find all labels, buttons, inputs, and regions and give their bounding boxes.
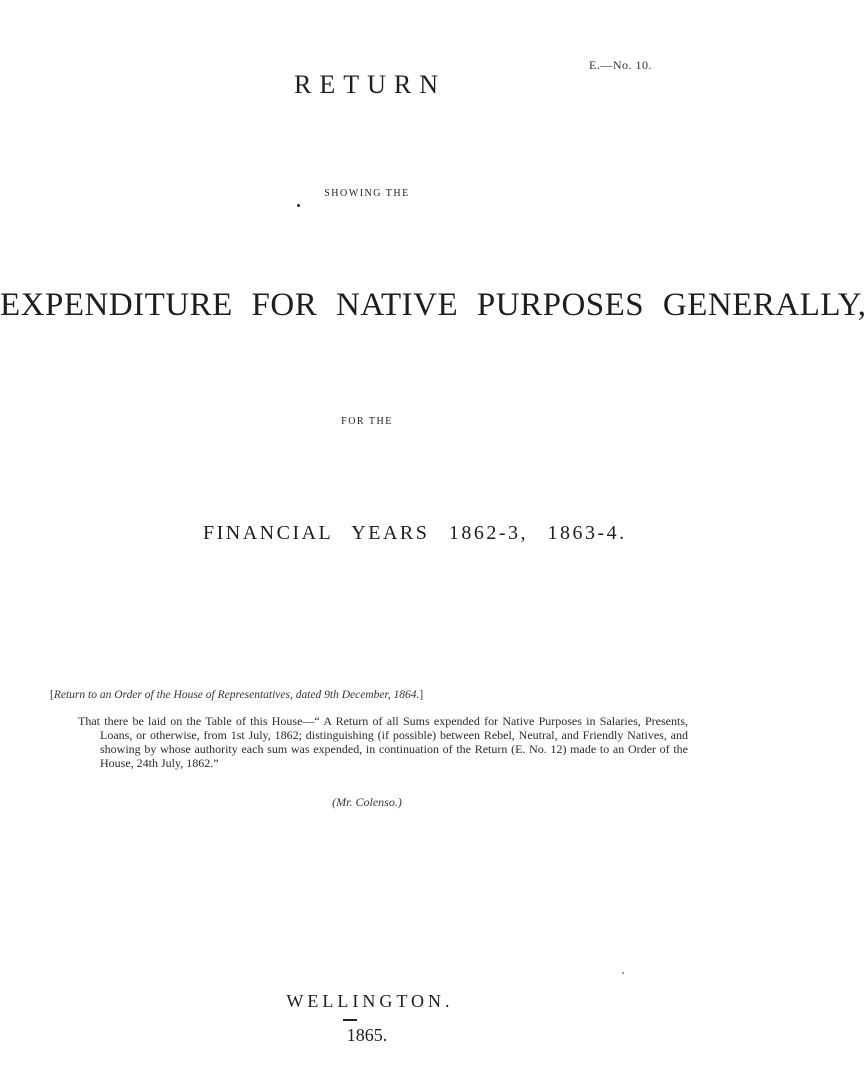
for-the-line: FOR THE (341, 416, 393, 427)
main-heading: EXPENDITURE FOR NATIVE PURPOSES GENERALLY, (0, 287, 867, 323)
imprint-year: 1865. (346, 1025, 388, 1045)
paper-speck (622, 972, 624, 974)
resolution-paragraph: That there be laid on the Table of this House—“ A Return of all Sums expended for Native Purposes in Salaries, Presents, Loans, or otherwise, from 1st July, 1862; distinguishing (if possible) between Rebel, Neutral, and Friendly Natives, and showing by whose authority each sum was expended, in continuation of the Return (E. No. 12) made to an Order of the House, 24th July, 1862.” (78, 714, 688, 770)
imprint-rule (343, 1019, 357, 1021)
order-note-text: Return to an Order of the House of Representatives, dated 9th December, 1864. (53, 689, 420, 701)
document-reference: E.—No. 10. (589, 58, 652, 72)
mover-name: (Mr. Colenso.) (332, 795, 402, 809)
ink-dot (297, 204, 300, 207)
financial-years: FINANCIAL YEARS 1862-3, 1863-4. (203, 522, 627, 544)
showing-the-line: SHOWING THE (324, 188, 410, 199)
document-title: RETURN (294, 70, 446, 99)
imprint-place: WELLINGTON. (286, 991, 454, 1011)
order-open-bracket: [ (50, 689, 54, 701)
order-close-bracket: ] (419, 689, 424, 701)
order-note (50, 689, 423, 701)
